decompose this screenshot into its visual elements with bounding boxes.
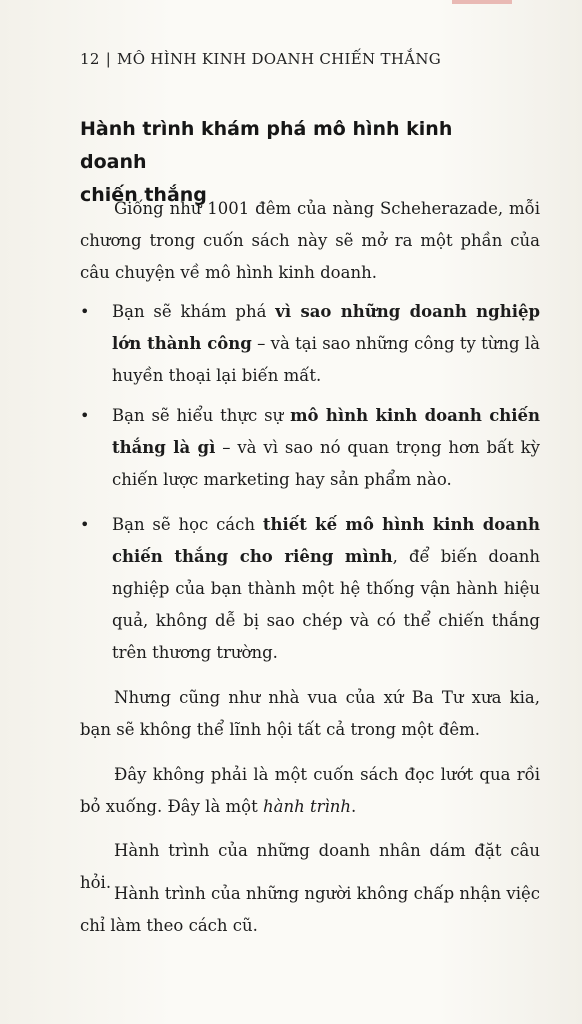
bullet-marker: • [80, 302, 90, 321]
paragraph-entrepreneurs: Hành trình của những doanh nhân dám đặt câu hỏi. [80, 841, 540, 892]
journey-emphasis: hành trình [262, 797, 351, 816]
bullet-text: Bạn sẽ khám phá vì sao những doanh nghiệp lớn thành công – và tại sao những công ty từng là huyền thoại lại biến mất. [112, 302, 540, 385]
bullet-marker: • [80, 406, 90, 425]
bullet-item-2 [80, 400, 540, 496]
paragraph-persia: Nhưng cũng như nhà vua của xứ Ba Tư xưa kia, bạn sẽ không thể lĩnh hội tất cả trong một đêm. [80, 688, 540, 739]
page-edge-mark [452, 0, 512, 4]
bullet-item-3 [80, 509, 540, 669]
running-header [80, 50, 441, 68]
book-title: MÔ HÌNH KINH DOANH CHIẾN THẮNG [117, 50, 442, 68]
bullet-item-1 [80, 296, 540, 392]
section-heading-line1: Hành trình khám phá mô hình kinh doanh [80, 118, 453, 173]
section-heading-line2: chiến thắng [80, 184, 207, 206]
paragraph-nonconformists: Hành trình của những người không chấp nhận việc chỉ làm theo cách cũ. [80, 884, 540, 935]
bullet-marker: • [80, 515, 90, 534]
bullet-text: Bạn sẽ học cách thiết kế mô hình kinh doanh chiến thắng cho riêng mình, để biến doanh nghiệp của bạn thành một hệ thống vận hành hiệu quả, không dễ bị sao chép và có thể chiến thắng trên thương trường. [112, 515, 540, 662]
header-separator: | [105, 50, 112, 68]
page-number: 12 [80, 50, 100, 68]
paragraph-journey: Đây không phải là một cuốn sách đọc lướt qua rồi bỏ xuống. Đây là một hành trình. [80, 765, 540, 816]
bullet-text: Bạn sẽ hiểu thực sự mô hình kinh doanh chiến thắng là gì – và vì sao nó quan trọng hơn bất kỳ chiến lược marketing hay sản phẩm nào. [112, 406, 540, 489]
intro-paragraph: Giống như 1001 đêm của nàng Scheherazade, mỗi chương trong cuốn sách này sẽ mở ra một phần của câu chuyện về mô hình kinh doanh. [80, 199, 540, 282]
